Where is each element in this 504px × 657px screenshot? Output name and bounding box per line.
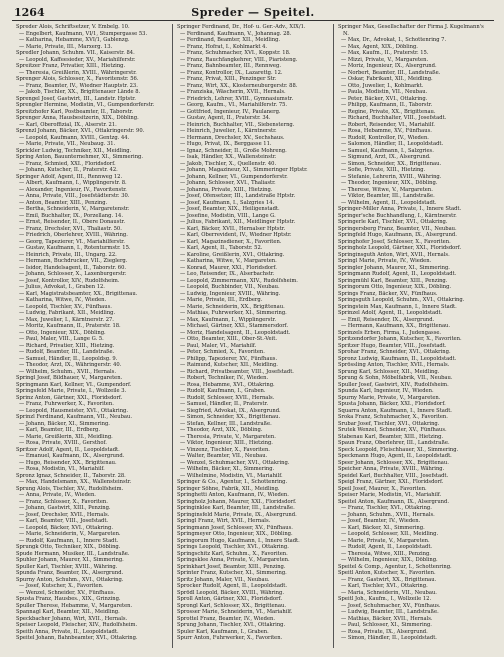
directory-entry: — Franz, Bahnbeamter, III., Rennweg.	[180, 63, 281, 69]
directory-entry: — Karl, Magazinsdiener, X., Favoriten.	[180, 238, 282, 245]
directory-entry: — Max, Juwelier, I., Kärntnerstr. 27.	[19, 316, 114, 323]
directory-entry: — Franz, Gastwirt, XX., Brigittenau.	[341, 576, 437, 583]
directory-entry: — Moriz, Handelsagent, II., Leopoldstadt.	[180, 329, 291, 336]
directory-columns	[12, 24, 494, 648]
directory-entry: Spreitzhofer Karl, Postbeamter, II., Taborstr.	[16, 108, 134, 115]
directory-entry: — Simon, Händler, II., Leopoldstadt.	[341, 635, 437, 641]
directory-entry: — Johann, Schlosser, X., Laxenburgerstr.	[19, 271, 127, 277]
directory-entry: — Franziska, Wäscherin, XVII., Hernals.	[180, 89, 286, 95]
directory-entry: Spritzendorfer Johann, Kutscher, X., Favoriten.	[338, 336, 462, 342]
directory-entry: — Johann, Schlosser, XVI., Thaliastr.	[180, 180, 276, 186]
directory-entry: — Ignaz, Schneider, II., Große Mohreng.	[180, 147, 287, 154]
directory-entry: — Viktor, Ingenieur, XIII., Hietzing.	[180, 440, 273, 446]
directory-entry: — Michael, Gärtner, XXI., Stammersdorf.	[180, 323, 289, 329]
directory-entry: — Max, Kaufm., II., Praterstr. 15.	[341, 50, 429, 56]
directory-entry: — Leopold, Hausmeister, XVI., Ottakring.	[19, 407, 129, 414]
directory-entry: Springer'sche Buchhandlung, I., Kärntnerstr.	[338, 212, 457, 219]
directory-entry: — Richard, Privatier, XIII., Hietzing.	[19, 342, 115, 349]
directory-entry: — Leopold, Tischler, XV., Fünfhaus.	[19, 303, 112, 310]
directory-entry: Sprung Johann, Tischler, XVI., Ottakring.	[177, 622, 286, 628]
directory-entry: — Josefine, Modistin, VIII., Lange G.	[180, 212, 276, 219]
directory-entry: Springinklee Karl, Beamter, III., Landstraße.	[177, 505, 295, 511]
directory-entry: Springschitz Karl, Schuhm., X., Favoriten.	[177, 550, 288, 557]
directory-entry: — Marie, Private, V., Margareten.	[341, 537, 430, 544]
directory-entry: — Wilhelm, Agent, II., Leopoldstadt.	[341, 199, 437, 206]
directory-entry: — Ferdinand, Kaufmann, V., Johannag. 28.	[180, 30, 292, 37]
directory-entry: — Karl, Agent, II., Taborstr. 52.	[180, 245, 263, 251]
directory-entry: Sprengel Josef, Gastwirt, III., Landstr. Hptstr.	[16, 95, 136, 102]
directory-entry: — Rudolf, Schlosser, XVII., Hernals.	[180, 394, 275, 401]
directory-entry: — Robert, Reisender, VI., Mariahilf.	[341, 121, 435, 128]
directory-entry: Springstein Max, Kaufmann, I., Innere Stadt.	[338, 303, 457, 310]
directory-entry: Speckmann Hugo, Agent, II., Leopoldstadt.	[338, 453, 452, 459]
directory-entry: — Isak, Händler, XX., Wallensteinstr.	[180, 154, 277, 160]
directory-entry: Speith Anna, Private, II., Leopoldstadt.	[16, 628, 119, 635]
directory-entry: — Marie, Private, VII., Neubaug. 31.	[19, 141, 116, 147]
directory-entry: Springer Ferdinand, Dr., Hof- u. Ger.-Adv., XIX/1.	[177, 24, 306, 30]
directory-entry: — Rudolf, Kaufmann, I., Graben.	[180, 388, 266, 394]
directory-entry: Sprickler Ludwig, Techniker, XII., Meidling.	[16, 147, 132, 154]
directory-entry: Squarra Anton, Kaufmann, I., Innere Stadt.	[338, 407, 452, 414]
directory-entry: — Otto, Beamter, XIII., Ober-St.-Veit.	[180, 336, 277, 342]
directory-entry: Springer Adolf, Agent, III., Rennweg 12.	[16, 173, 123, 180]
directory-entry: Sprottel Franz, Beamter, IV., Wieden.	[177, 615, 276, 622]
directory-entry: — Albert, Kaufmann, I., Wipplingerstr. 8.	[19, 180, 127, 186]
directory-entry: Sprocker Rudolf, Agent, II., Leopoldstadt.	[177, 583, 287, 589]
directory-entry: Springmann Karl, Kellner, VI., Gumpendorf.	[16, 381, 132, 388]
directory-entry: Springler Johann, Maurer, XI., Simmering.	[338, 264, 450, 271]
directory-entry: Sprenger Anna, Hausbesitzerin, XIX., Döbling.	[16, 115, 139, 121]
directory-entry: Stabenau Karl, Beamter, XIII., Hietzing.	[338, 433, 444, 440]
directory-entry: Sprinkhart Josef, Beamter, XIII., Penzing.	[177, 563, 286, 570]
directory-entry: — Richard, Buchhalter, VIII., Josefstadt.	[341, 115, 447, 121]
directory-entry: — Max, Kaufmann, I., Wipplingerstr.	[180, 316, 277, 323]
directory-entry: — Johann, Gastwirt, XIII., Penzing.	[19, 505, 111, 511]
directory-entry: — Josef, Beamter, XIX., Heiligenstadt.	[180, 206, 280, 212]
directory-entry: Springs Leopold, Tischler, XVI., Ottakring.	[177, 544, 289, 550]
directory-entry: — Rosa, Private, IX., Alsergrund.	[341, 628, 428, 635]
directory-entry: — Wilhelm, Bäcker, XI., Simmering.	[180, 466, 275, 472]
directory-entry: — Siegfried, Advokat, IX., Alsergrund.	[180, 407, 281, 414]
directory-entry: — Heinrich, Juwelier, I., Kärntnerstr.	[180, 128, 277, 134]
directory-entry: Srutek Wenzel, Schneider, XV., Fünfhaus.	[338, 427, 447, 433]
directory-entry: — Paula, Modistin, VII., Neubau.	[341, 89, 428, 95]
directory-entry: — Leopold, Kaffeesieder, XV., Mariahilferstr.	[19, 56, 136, 63]
directory-entry: — Ferdinand, Beamter, XII., Meidling.	[180, 37, 281, 43]
directory-entry: — Georg, Tapezierer, VI., Mariahilferstr.	[19, 238, 125, 245]
directory-entry: — Sofie, Private, XIII., Hietzing.	[341, 167, 426, 173]
directory-entry: — Otto, Juwelier, I., Kohlmarkt.	[341, 82, 424, 89]
directory-entry: — Franz, Tischler, XVI., Ottakring.	[341, 505, 432, 511]
directory-entry: — Karl, Tischler, XVI., Ottakring.	[341, 583, 428, 589]
directory-entry: — Franz, Fuhrwerker, X., Favoriten.	[19, 401, 114, 407]
directory-entry: — Leo, Reisender, IX., Alserbachstr.	[180, 271, 275, 277]
directory-entry: — Wenzel, Schneider, XV., Fünfhaus.	[19, 589, 116, 596]
directory-entry: — Franz, Schuhmacher, XVI., Koppstr. 18.	[180, 50, 291, 56]
directory-entry: — Karl, Bäcker, XI., Simmering.	[341, 524, 425, 531]
directory-entry: Spring Anton, Bauunternehmer, XI., Simmering.	[16, 154, 144, 160]
directory-entry: — Therese, Witwe, V., Margareten.	[341, 186, 433, 193]
column-3	[333, 24, 494, 648]
directory-entry: — Ludwig, Fabrikant, XII., Meidling.	[19, 310, 116, 316]
directory-entry: — Gottfried, Ingenieur, IV., Paulanerg.	[180, 108, 281, 115]
directory-entry: — Johann, Bäcker, XI., Simmering.	[19, 420, 110, 427]
directory-entry: — Samuel, Kaufmann, I., Salzgries.	[341, 147, 434, 154]
directory-entry: — Leopold, Schlosser, XII., Meidling.	[341, 531, 439, 537]
directory-entry: — Karoline, Greißlerin, XVI., Ottakring.	[180, 251, 285, 258]
directory-entry: Springsklee Anna, Private, V., Margareten.	[177, 557, 290, 563]
directory-entry: — Franz, Hofrat, I., Kohlmarkt 4.	[180, 43, 268, 50]
directory-entry: — Hermann, Drechsler, XV., Sechshaus.	[180, 134, 285, 141]
directory-entry: — Franz, Rauchfangkehrer, VIII., Piaristeng.	[180, 56, 298, 63]
directory-entry: Spuller Karl, Tischler, XVIII., Währing.	[16, 563, 118, 570]
directory-entry: — Regine, Private, XX., Brigittenau.	[341, 108, 436, 115]
directory-entry: Spreder Alois, Schriftsetzer, V. Embelg. 10.	[16, 24, 130, 30]
directory-entry: — Moriz, Ingenieur, IX., Alsergrund.	[341, 63, 437, 69]
directory-entry: — Engelbert, Kaufmann, VI/1, Stumpergasse 53.	[19, 30, 148, 37]
directory-entry: — Heinrich, Buchhalter, VII., Siebensterng.	[180, 121, 295, 128]
directory-entry: Springholz Leopold, Gärtner, XXI., Floridsdorf.	[338, 245, 462, 251]
directory-entry: Springer Max, Gesellschafter der Firma J. Kugelmann's N.	[338, 24, 484, 37]
directory-entry: — Leopold, Bäcker, XVI., Ottakring.	[19, 524, 113, 531]
directory-entry: — Karl, Bäcker, XVII., Hernalser Hptstr.	[180, 225, 286, 232]
directory-entry: Spunda Karl, Ingenieur, IV., Wieden.	[338, 388, 434, 394]
directory-entry: Springerle Karl, Tischler, XVI., Ottakring.	[338, 219, 448, 225]
directory-entry: — Josef, Ofensetzer, III., Landstraße Hptstr.	[180, 193, 296, 199]
directory-entry: — Stefan, Kellner, III., Landstraße.	[180, 420, 272, 427]
directory-entry: Sproll Anton, Gärtner, XXI., Floridsdorf.	[177, 596, 282, 602]
directory-entry: Speil Josef, Maurer, X., Favoriten.	[338, 485, 427, 492]
directory-entry: — Ernst, Reisender, II., Obere Donaustr.	[19, 219, 126, 225]
directory-entry: — Leopold, Zimmermann, XIV., Rudolfsheim.	[180, 277, 298, 284]
directory-entry: Spurny Anton, Schuhm., XVI., Ottakring.	[16, 576, 124, 583]
directory-entry: — Rosa, Modistin, VI., Mariahilf.	[19, 466, 105, 472]
directory-entry: Spreitzer Franz, Privatier, XIII., Hietzing.	[16, 63, 126, 69]
directory-entry: — Franz, Drechsler, XVI., Thaliastr. 50.	[19, 225, 122, 232]
directory-entry: Spritzer Adolf, Agent, II., Leopoldstadt.	[16, 446, 120, 453]
directory-entry: — Hugo, Reisender, XX., Brigittenau.	[19, 459, 117, 466]
directory-entry: — Katharina, Witwe, V., Margareten.	[180, 258, 277, 264]
directory-entry: Speitel & Comp., Agentur, I., Schottenring.	[338, 563, 452, 570]
directory-entry: Springmeyer Otto, Ingenieur, XIX., Döbling.	[177, 531, 293, 537]
directory-entry: — Emil, Buchhalter, IX., Porzellang. 14.	[19, 212, 124, 219]
directory-entry: — Mathias, Fuhrwerker, XI., Simmering.	[180, 310, 287, 316]
directory-entry: Sprinz Anton, Gärtner, XXI., Floridsdorf.	[16, 394, 123, 401]
directory-entry: Springsguth Leopold, Schuhm., XVI., Ottakring.	[338, 297, 465, 303]
directory-entry: — Mizzi, Private, V., Margareten.	[341, 56, 429, 63]
directory-entry: Speigl Franz, Gärtner, XXI., Floridsdorf.	[338, 479, 444, 485]
directory-entry: Spronz Ignaz, Schneider, II., Taborstr. 28.	[16, 472, 126, 479]
directory-entry: Sprosser Marie, Schneiderin, VI., Mariahilf.	[177, 609, 293, 615]
directory-entry: — Anna, Private, VIII., Josefstädterstr. 30.	[19, 193, 130, 199]
directory-entry: Speiser Leopold, Fleischer, XIV., Rudolfsheim.	[16, 622, 138, 628]
directory-entry: Sroka Franz, Schuhmacher, X., Favoriten.	[338, 414, 448, 420]
directory-entry: — Simon, Schneider, XX., Brigittenau.	[341, 160, 442, 167]
directory-entry: — Philipp, Kaufmann, II., Taborstr.	[341, 102, 433, 108]
directory-entry: — Josef, Kontrollor, XIV., Rudolfsheim.	[19, 277, 120, 284]
directory-entry: — Franz, Schlosser, X., Favoriten.	[19, 498, 108, 505]
directory-entry: — Paul, Maler, VIII., Lange G. 5.	[19, 336, 104, 342]
directory-entry: — Hugo, Privat, IX., Berggasse 11.	[180, 141, 272, 147]
directory-entry: — Samuel, Händler, II., Leopoldsg. 9.	[19, 355, 118, 362]
directory-entry: — Franz, Kontrollor, IX., Lazarettg. 12.	[180, 69, 283, 76]
directory-entry: — Rosa, Private, XVIII., Gersthof.	[19, 440, 107, 446]
directory-entry: — Leopold, Buchbinder, VII., Neubau.	[180, 284, 280, 290]
directory-entry: — Peter, Schmied, X., Favoriten.	[180, 349, 265, 355]
directory-entry: — Viktor, Beamter, III., Landstraße.	[341, 193, 435, 199]
directory-entry: — Paul, Schlosser, XI., Simmering.	[341, 622, 432, 628]
directory-entry: Sprengler Hermine, Modistin, VI., Gumpendorferstr.	[16, 102, 155, 108]
directory-entry: — Johann, Schuhm., XVII., Hernals.	[341, 511, 435, 518]
directory-entry: — Emanuel, Kaufmann, IX., Alsergrund.	[19, 453, 125, 459]
directory-entry: — Philipp, Tapezierer, XV., Fünfhaus.	[180, 355, 278, 362]
directory-entry: — Gustav, Agent, II., Praterstr. 34.	[180, 115, 271, 121]
directory-entry: — Otto, Ingenieur, XIX., Döbling.	[19, 329, 106, 336]
directory-entry: — Max, Dr., Advokat, I., Schottenring 7.	[341, 37, 447, 43]
directory-entry: — Julius, Fabrikant, XII., Meidlinger Hptstr.	[180, 219, 296, 225]
directory-entry: — Mathias, Bäcker, XVII., Hernals.	[341, 615, 433, 622]
directory-entry: Spaun Franz, Oberlehrer, III., Landstraße.	[338, 440, 450, 446]
directory-entry: — Sigmund, Arzt, IX., Alsergrund.	[341, 154, 431, 160]
column-1	[12, 24, 172, 648]
directory-entry: — Ludwig, Beamter, III., Landstraße.	[341, 609, 439, 615]
directory-entry: — Marie, Schneiderin, V., Margareten.	[19, 531, 121, 537]
directory-entry: — Paul, Maler, VI., Mariahilf.	[180, 342, 257, 349]
directory-entry: — Josef, Kutscher, X., Favoriten.	[19, 583, 104, 589]
directory-entry: — Gustav, Kaufmann, I., Rotenturmstr. 15.	[19, 245, 131, 251]
directory-entry: Speitl Joh., Kaufm., I., Wollzeile 12.	[338, 596, 432, 602]
directory-entry: Sprung Karl, Schlosser, XII., Meidling.	[338, 368, 440, 375]
directory-entry: Spunda Franz, Beamter, IX., Alsergrund.	[16, 570, 124, 576]
directory-entry: — Jakob, Tischler, X., Quellenstr. 40.	[180, 160, 277, 167]
directory-entry: Speidel Karl, Buchhalter, VIII., Josefstadt.	[338, 472, 449, 479]
directory-entry: Spredler Johann, Schuhm. VII., Kaiserstr. 84.	[16, 50, 135, 56]
directory-entry: — Moritz, Kaufmann, II., Praterstr. 18.	[19, 323, 121, 329]
directory-entry: Sprohar Franz, Schneider, XVI., Ottakring.	[338, 349, 451, 355]
directory-entry: — Karl, Oberoffizial, IX., Alserstr. 21.	[19, 121, 117, 128]
directory-entry: — Josef, Beamter, IV., Wieden.	[341, 518, 421, 524]
directory-entry: — Samuel, Händler, II., Praterstr.	[180, 401, 269, 407]
directory-entry: Springersberg Franz, Beamter, VII., Neubau.	[338, 225, 457, 232]
directory-entry: — Stefanie, Lehrerin, XVIII., Währing.	[341, 173, 442, 180]
directory-entry: — Marie, Schneiderin, XX., Brigittenau.	[180, 303, 285, 310]
directory-entry: — Rudolf, Agent, II., Leopoldstadt.	[341, 544, 433, 550]
directory-entry: Sprössling Anton, Tischler, XVII., Hernals.	[338, 362, 450, 368]
directory-entry: — Georg, Kaufm., VI., Mariahilferstr. 75.	[180, 102, 288, 108]
directory-entry: Spritz Johann, Maler, VII., Neubau.	[177, 576, 270, 583]
directory-entry: Springfeld Hugo, Kaufmann, IX., Alsergrund.	[338, 232, 457, 238]
directory-entry: — Theresia, Witwe, XIII., Penzing.	[341, 550, 431, 557]
directory-entry: Springhetti Anton, Kaufmann, IV., Wieden.	[177, 492, 289, 498]
directory-entry: Spurny Marie, Private, V., Margareten.	[338, 394, 441, 401]
directory-entry: Spude Hermann, Musiker, III., Landstraße.	[16, 550, 130, 557]
directory-entry: Speicher Anna, Private, XVIII., Währing.	[338, 466, 445, 472]
directory-entry: Spuler Karl, Kaufmann, I., Graben.	[177, 628, 269, 635]
directory-entry: — Walter, Beamter, VII., Neubau.	[180, 453, 268, 459]
directory-entry: Springinsguth Anton, Wirt, XVII., Hernals.	[338, 251, 450, 258]
directory-entry: — Maria, Schneiderin, VII., Neubau.	[341, 589, 437, 596]
running-head: Spreder — Speitel.	[191, 6, 315, 19]
directory-entry: — Hermann, Kaufmann, XX., Brigittenau.	[341, 323, 451, 329]
directory-entry: — Wenzel, Schuhmacher, XVI., Ottakring.	[180, 459, 290, 466]
directory-entry: — Vinzenz, Tischler, X., Favoriten.	[180, 446, 270, 453]
directory-entry: Springs Franz, Bäcker, XV., Fünfhaus.	[338, 290, 438, 297]
directory-entry: — Hermann, Buchdrucker, VII., Zieglerg.	[19, 258, 128, 264]
directory-entry: — Konrad, Maurer, XXI., Floridsdorf.	[180, 264, 277, 271]
directory-entry: — Rudolf, Kontrollor, IV., Wieden.	[341, 134, 429, 141]
directory-entry: Sprinzl Ferdinand, Kaufmann, VII., Neubau.	[16, 414, 132, 420]
directory-entry: Springer & Co., Agentur, I., Schottenring.	[177, 479, 288, 485]
directory-entry: Speck Leopold, Fleischhauer, XI., Simmering.	[338, 446, 459, 453]
directory-entry: — Norbert, Beamter, III., Landstraße.	[341, 69, 441, 76]
directory-entry: — Karl, Beamter, VIII., Josefstadt.	[19, 518, 109, 524]
directory-entry: — Simon, Schneider, XX., Brigittenau.	[180, 414, 281, 420]
directory-entry: — Ludwig, Ingenieur, XVIII., Währing.	[180, 290, 281, 297]
directory-entry: Speitl Anton, Kutscher, X., Favoriten.	[338, 570, 436, 576]
directory-entry: Spusta Johann, Bäcker, XXI., Floridsdorf.	[338, 401, 446, 407]
directory-entry: Sprung Alois, Tischler, XV., Rudolfsheim.	[16, 485, 124, 492]
directory-entry: — Johanna, Private, XIII., Hietzing.	[180, 186, 273, 193]
directory-entry: Speitel Johann, Bahnbeamter, XVI., Ottakring.	[16, 635, 138, 641]
directory-entry: Sprödl Leopold, Bäcker, XVIII., Währing.	[177, 589, 284, 596]
directory-entry: — Theodor, Arzt, IX., Währingerstr. 40.	[19, 362, 122, 368]
directory-entry: — Raimund, Kutscher, XII., Meidling.	[180, 362, 278, 368]
directory-entry: Springmann Josef, Schlosser, XV., Fünfhaus.	[177, 524, 293, 531]
directory-entry: Springer-Miller Anna, Private, I., Innere Stadt.	[338, 206, 462, 212]
directory-entry: Spurr Anton, Fuhrwerker, X., Favoriten.	[177, 635, 283, 641]
directory-entry: — Franz, Schmied, XXI., Floridsdorf.	[19, 160, 116, 167]
directory-entry: — Franz, Wirt, XX., Klosterneuburgerstr. 88.	[180, 82, 298, 89]
directory-entry: — Katharina, Witwe, IV., Wieden.	[19, 297, 107, 303]
directory-entry: Sprungk Otto, Techniker, XIX., Döbling.	[16, 544, 121, 550]
directory-entry: — Salomon, Händler, II., Leopoldstadt.	[341, 141, 444, 147]
directory-entry: Sprung & Sohn, Möbelfabrik, VII., Neubau.	[338, 375, 453, 381]
directory-entry: Springl Franz, Wirt, XVII., Hernals.	[177, 518, 271, 524]
directory-entry: — Franz, Beamter, IV., Wiedner Hauptstr. 23.	[19, 82, 138, 89]
page-header	[12, 6, 494, 21]
directory-entry: — Karl, Oberrevident, IV., Wiedner Hptstr.	[180, 232, 292, 238]
directory-entry: Spuller Therese, Hebamme, V., Margareten.	[16, 602, 133, 609]
directory-entry: — Wilhelmine, Modistin, VI., Mariahilf.	[180, 472, 283, 479]
directory-entry: — Leopold, Kaufmann, XVIII., Gentzg. 44.	[19, 134, 130, 141]
directory-entry: — Julius, Advokat, I., Graben 12.	[19, 284, 105, 290]
directory-entry: — Anna, Private, IV., Wieden.	[19, 492, 96, 498]
directory-entry: — Johann, Magazineur, XI., Simmeringer Hptstr.	[180, 167, 308, 173]
directory-entry: — Isidor, Handelsagent, II., Taborstr. 60.	[19, 264, 127, 271]
directory-entry: Springorum Hugo, Kaufmann, I., Innere Stadt.	[177, 537, 300, 544]
directory-entry: — Robert, Techniker, IV., Wieden.	[180, 375, 269, 381]
directory-entry: Springsfeld Marie, Private, I., Wollzeile 3.	[16, 388, 127, 394]
directory-entry: Springmann Rudolf, Agent, II., Leopoldstadt.	[338, 271, 457, 277]
directory-entry: — Theresia, Greißlerin, XVIII., Währingerstr.	[19, 69, 137, 76]
directory-entry: — Theodor, Arzt, XIX., Döbling.	[180, 427, 263, 433]
directory-entry: — Alexander, Ingenieur, IV., Favoritenstr.	[19, 186, 127, 193]
directory-entry: — Wilhelm, Ingenieur, XIX., Döbling.	[341, 557, 438, 563]
directory-entry: Sprinter Franz, Kutscher, XI., Simmering.	[177, 570, 287, 576]
directory-entry: — Max, Agent, XIX., Döbling.	[341, 43, 418, 50]
directory-entry: Sprenger Alois, Schlosser, X., Favoritenstr. 56.	[16, 76, 139, 82]
directory-entry: — Emil, Reisender, IX., Alsergrund.	[341, 316, 435, 323]
directory-entry: — Karl, Magistratsbeamter, XX., Brigittenau.	[19, 290, 138, 297]
directory-entry: Springorum Otto, Ingenieur, XIX., Döbling.	[338, 284, 452, 290]
directory-entry: Srubar Josef, Tischler, XVI., Ottakring.	[338, 420, 440, 427]
directory-entry: Springl Josef, Bildhauer, V., Margareten.	[16, 375, 123, 381]
directory-entry: — Bertha, Schneiderin, V., Margaretenstr.	[19, 206, 130, 212]
page-number: 1264	[14, 6, 45, 19]
directory-entry: Springinsfeld Marie, Private, IX., Alsergrund.	[177, 511, 297, 518]
directory-entry: — Rudolf, Kaufmann, I., Innere Stadt.	[19, 537, 119, 544]
directory-entry: — Josef, Kaufmann, I., Salzgries 14.	[180, 199, 275, 206]
directory-entry: — Friedrich, Oberlehrer, XVIII., Währing.	[19, 232, 128, 238]
directory-entry: Springl Marie, Private, IV., Wieden.	[338, 258, 432, 264]
directory-entry: Sprinzel Adolf, Agent, II., Leopoldstadt.	[338, 310, 443, 316]
directory-entry: Speiser Marie, Modistin, VI., Mariahilf.	[338, 492, 442, 498]
directory-entry: — Max, Handelsmann, XX., Wallensteinstr.	[19, 479, 132, 485]
directory-entry: Sprenzl Johann, Bäcker, XVI., Ottakringerstr. 90.	[16, 128, 145, 134]
directory-entry: — Josef, Drechsler, XVII., Hernals.	[19, 511, 110, 518]
directory-entry: — Karl, Beamter, III., Erdberg.	[19, 427, 101, 433]
directory-entry: — Rudolf, Beamter, III., Landstraße.	[19, 349, 115, 355]
directory-entry: — Wilhelm, Schuhm., XVII., Hernals.	[19, 368, 116, 375]
directory-entry: — Katharina, Hebamme, XVI/1, Gablenzg.	[19, 37, 130, 43]
directory-entry: Sprinzels Erben, Firma, I., Judengasse.	[338, 329, 442, 336]
directory-entry: — Josef, Schuhmacher, XV., Fünfhaus.	[341, 602, 441, 609]
directory-entry: — Marie, Private, III., Erdberg.	[180, 297, 263, 303]
directory-entry: — Rosa, Hebamme, XV., Fünfhaus.	[341, 128, 432, 134]
directory-entry: Speitel Anton, Kaufmann, IX., Alsergrund.	[338, 498, 449, 505]
directory-entry: — Franz, Privat, XIII., Penzinger Str.	[180, 76, 277, 82]
directory-entry: — Heinrich, Private, III., Ungarg. 22.	[19, 251, 117, 258]
directory-entry: — Oskar, Fabrikant, XII., Meidling.	[341, 76, 433, 82]
directory-entry: Spritzer Hugo, Beamter, VIII., Josefstadt.	[338, 342, 447, 349]
directory-entry: Springmühl Karl, Beamter, XIII., Penzing.	[338, 277, 448, 284]
directory-entry: Spannagl Karl, Beamter, XII., Meidling.	[16, 609, 120, 615]
directory-entry: Sprongl Karl, Schlosser, XX., Brigittenau.	[177, 602, 286, 609]
directory-entry: Springhofer Josef, Schlosser, X., Favoriten.	[338, 238, 451, 245]
directory-entry: Speckbacher Johann, Wirt, XVII., Hernals.	[16, 615, 128, 622]
directory-entry: — Theresia, Private, V., Margareten.	[180, 433, 276, 440]
directory-entry: — Johann, Kellner, VI., Gumpendorferstr.	[180, 173, 288, 180]
directory-entry: Speer Johann, Schlosser, XX., Brigittenau.	[338, 459, 449, 466]
directory-entry: — Marie, Greißlerin, XII., Meidling.	[19, 433, 113, 440]
directory-entry: Springer Söhne, Fabrik, XII., Meidling.	[177, 485, 280, 492]
directory-entry: Springholz Johann, Maurer, XXI., Floridsdorf.	[177, 498, 297, 505]
directory-entry: — Richard, Privatbeamter, VIII., Josefstadt.	[180, 368, 294, 375]
directory-entry: — Friedrich, Lehrer, XVIII., Gymnasiumstr.	[180, 95, 294, 102]
directory-entry: — Anton, Beamter, XIII., Penzing.	[19, 199, 108, 206]
directory-entry: Spuhler Johann, Maurer, XI., Simmering.	[16, 557, 124, 563]
directory-entry: — Rosa, Hebamme, XVI., Ottakring.	[180, 381, 275, 388]
directory-entry: — Johann, Kutscher, II., Praterstr. 42.	[19, 167, 118, 173]
directory-entry: — Theodor, Ingenieur, XIX., Döbling.	[341, 180, 438, 186]
directory-entry: Spuller Josef, Gastwirt, XIV., Rudolfsheim.	[338, 381, 449, 388]
directory-entry: Spronz Ludwig, Kaufmann, II., Leopoldstadt.	[338, 355, 457, 362]
directory-entry: — Marie, Private, III., Marxerg. 13.	[19, 43, 113, 50]
column-2	[172, 24, 333, 648]
directory-entry: — Peter, Bäcker, XVI., Ottakring.	[341, 95, 428, 102]
directory-entry: — Jakob, Tischler, XX., Brigittenauer Lände 8.	[19, 89, 141, 95]
directory-entry: Spusta Franz, Hausbes., XIX., Grinzing.	[16, 596, 121, 602]
